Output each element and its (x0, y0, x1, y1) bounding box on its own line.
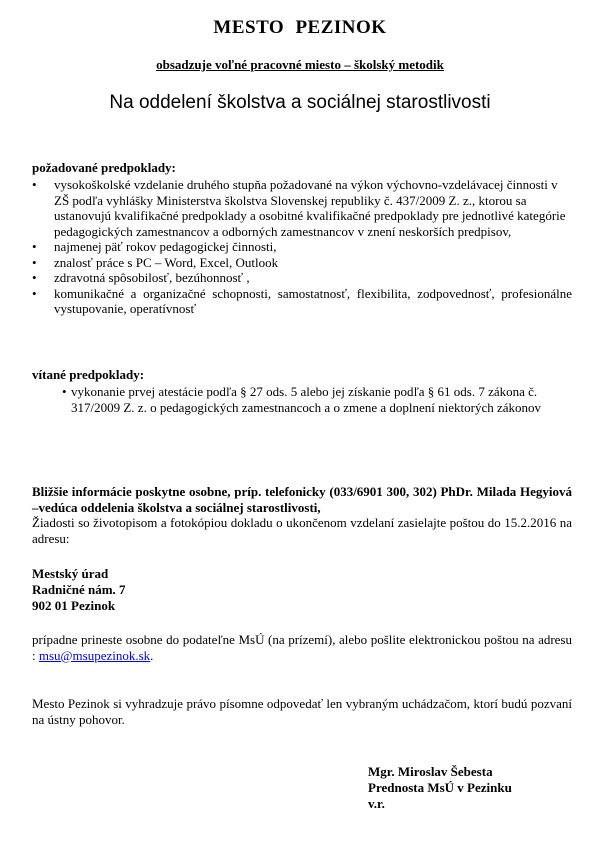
bullet-icon: • (32, 254, 37, 270)
welcome-item: • vykonanie prvej atestácie podľa § 27 ods. 5 alebo jej získanie podľa § 61 ods. 7 zákona č. 317/2009 Z. z. o pedagogických zamestnancoch a o zmene a doplnení niektorých zákonov (62, 384, 542, 415)
reservation-note: Mesto Pezinok si vyhradzuje právo písomne odpovedať len vybraným uchádzačom, ktorí budú pozvaní na ústny pohovor. (32, 696, 572, 727)
requirement-item: • vysokoškolské vzdelanie druhého stupňa požadované na výkon výchovno-vzdelávacej činnosti v ZŠ podľa vyhlášky Ministerstva školstva Slovenskej republiky č. 437/2009 Z. z., ktorou sa ustanovujú kvalifikačné predpoklady a osobitné kvalifikačné predpoklady pre jednotlivé kategórie pedagogických zamestnancov a odborných zamestnancov v znení neskorších predpisov, (32, 177, 566, 239)
requirement-item: • komunikačné a organizačné schopnosti, samostatnosť, flexibilita, zodpovednosť, profesionálne vystupovanie, operatívnosť (32, 285, 572, 316)
signatory-role: Prednosta MsÚ v Pezinku (368, 780, 512, 795)
bullet-icon: • (32, 285, 37, 301)
requirement-item: • zdravotná spôsobilosť, bezúhonnosť , (32, 270, 250, 285)
address-line: Mestský úrad (32, 566, 109, 581)
contact-info: Bližšie informácie poskytne osobne, príp. telefonicky (033/6901 300, 302) PhDr. Milada Hegyiová –vedúca oddelenia školstva a sociálnej starostlivosti, (32, 484, 572, 515)
bullet-icon: • (32, 177, 37, 192)
position-subtitle: obsadzuje voľné pracovné miesto – školský metodik (156, 57, 444, 72)
delivery-instructions: prípadne prineste osobne do podateľne MsÚ (na prízemí), alebo pošlite elektronickou poštou na adresu : msu@msupezinok.sk. (32, 632, 572, 663)
address-line: 902 01 Pezinok (32, 598, 116, 613)
signatory-name: Mgr. Miroslav Šebesta (368, 764, 493, 779)
document-title: MESTO PEZINOK (213, 17, 387, 38)
address-line: Radničné nám. 7 (32, 582, 126, 597)
bullet-icon: • (62, 384, 67, 399)
bullet-icon: • (32, 270, 37, 285)
requirements-list (32, 177, 572, 317)
bullet-icon: • (32, 239, 37, 254)
department-heading: Na oddelení školstva a sociálnej starostlivosti (109, 92, 491, 113)
welcome-list (62, 384, 542, 415)
postal-address (32, 566, 126, 614)
welcome-heading: vítané predpoklady: (32, 367, 145, 382)
signature-block (368, 764, 512, 812)
email-link[interactable]: msu@msupezinok.sk (38, 647, 151, 663)
requirement-item: • znalosť práce s PC – Word, Excel, Outlook (32, 254, 279, 270)
signature-abbr: v.r. (368, 796, 385, 811)
application-instructions: Žiadosti so životopisom a fotokópiou dokladu o ukončenom vzdelaní zasielajte poštou do 15.2.2016 na adresu: (32, 515, 572, 546)
requirements-heading: požadované predpoklady: (32, 160, 176, 175)
requirement-item: • najmenej päť rokov pedagogickej činnosti, (32, 239, 277, 254)
